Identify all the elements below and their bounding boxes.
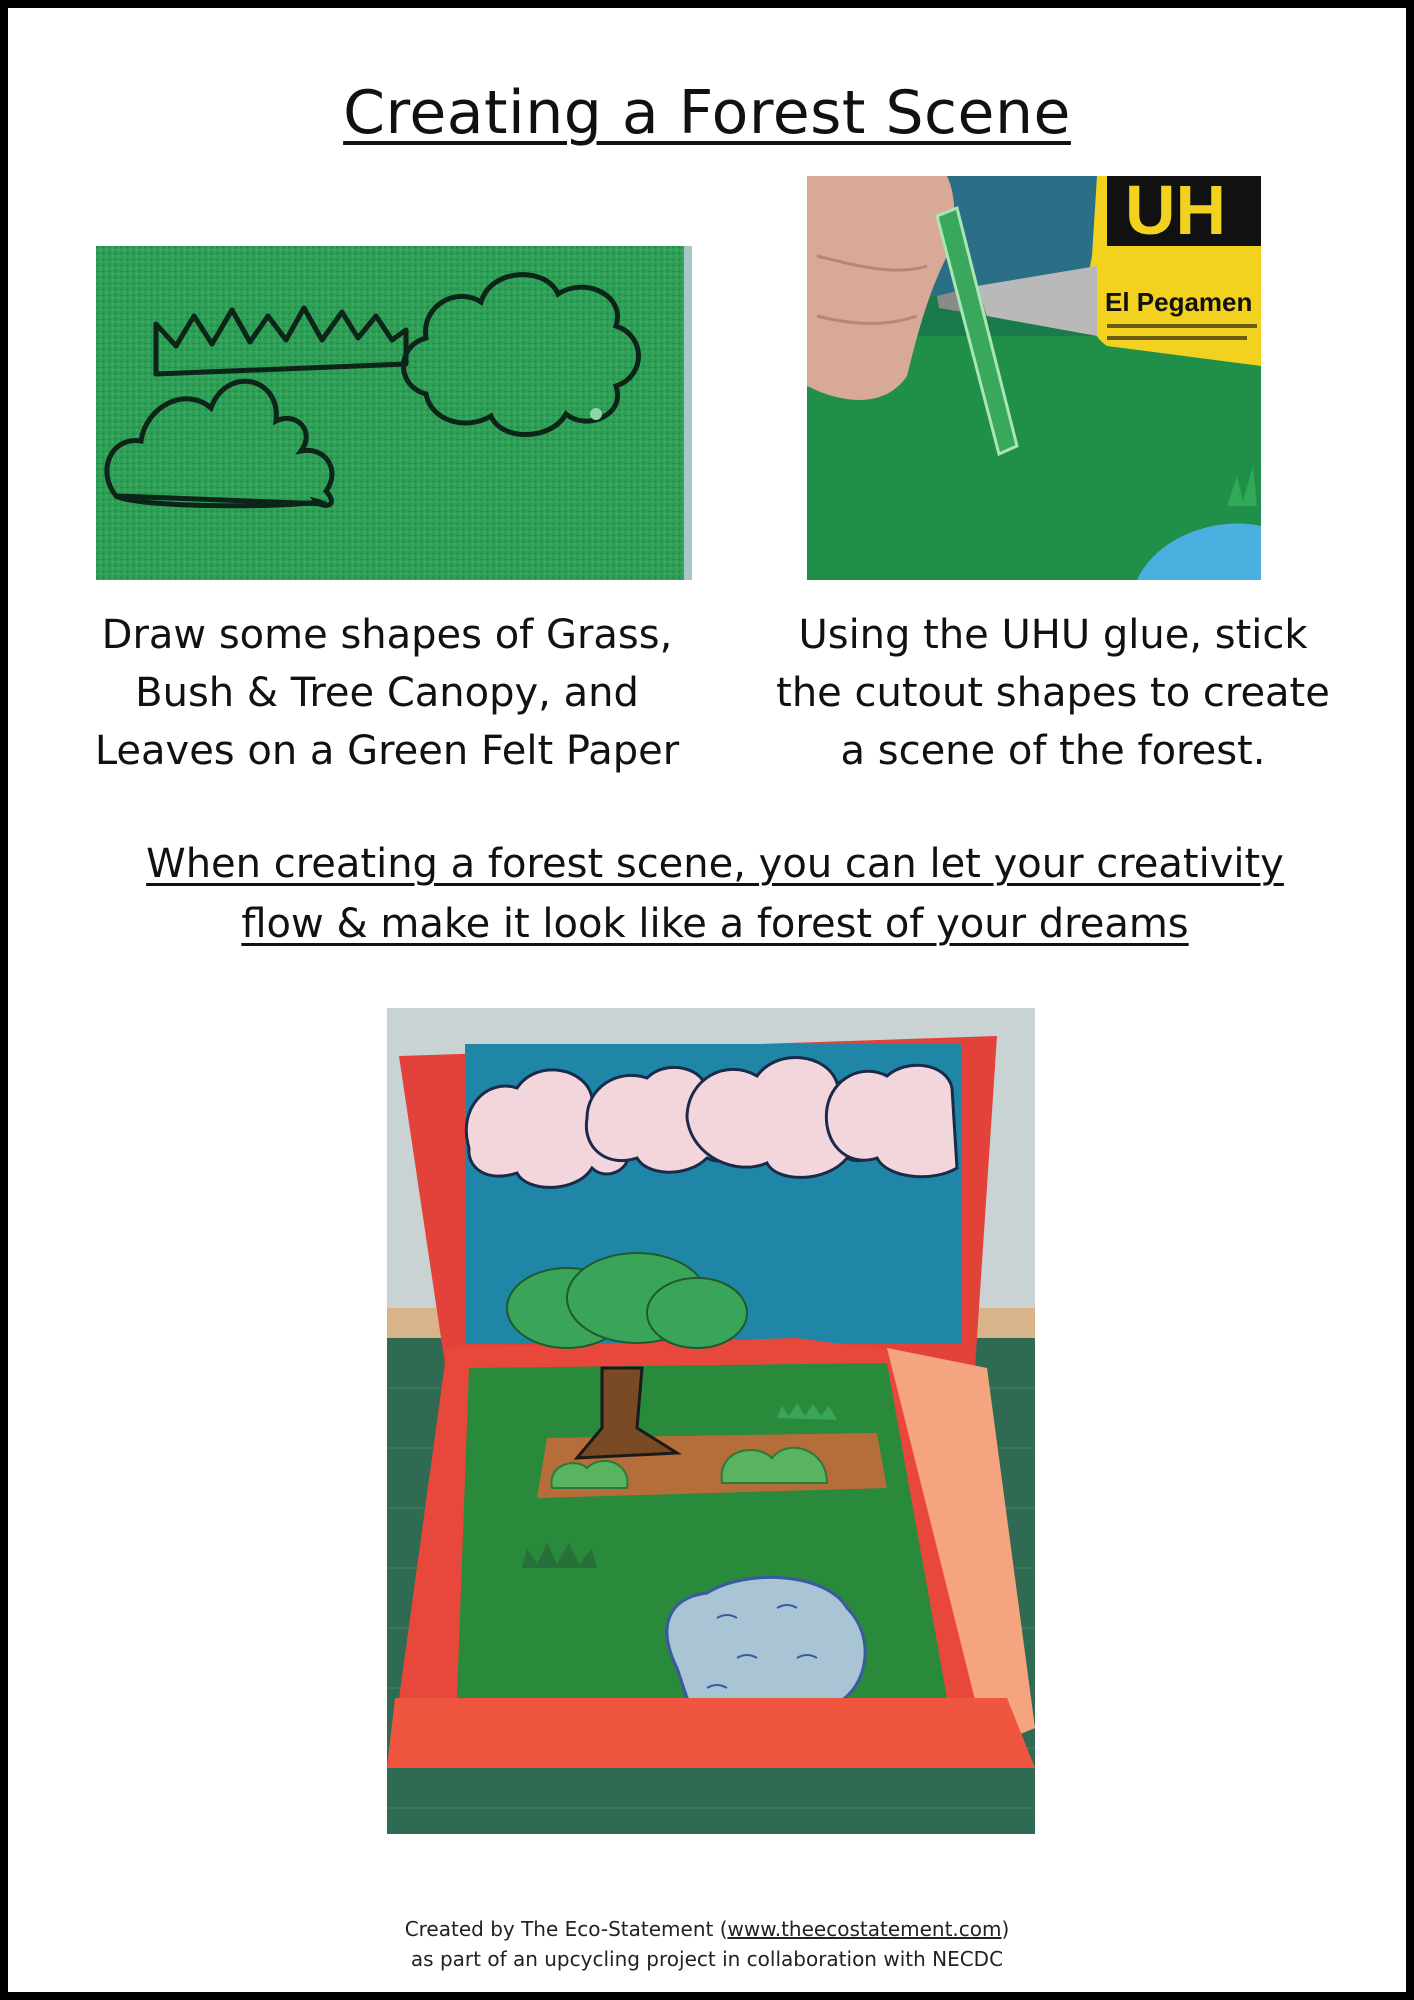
credits-line-2: as part of an upcycling project in collaboration with NECDC <box>410 1947 1004 1971</box>
tip-line: When creating a forest scene, you can let your creativity <box>146 841 1284 887</box>
caption-line: Leaves on a Green Felt Paper <box>94 728 680 774</box>
diorama-photo <box>387 1008 1035 1834</box>
step-2-caption <box>743 606 1363 780</box>
forest-diorama-in-box-icon <box>387 1008 1035 1834</box>
caption-line: Bush & Tree Canopy, and <box>135 670 639 716</box>
hand-applying-glue-icon <box>807 176 1261 580</box>
step-1-caption <box>70 606 704 780</box>
glue-brand-text: UH <box>1125 176 1227 249</box>
creativity-tip <box>98 834 1332 954</box>
glue-photo <box>807 176 1261 580</box>
website-link[interactable]: www.theecostatement.com <box>727 1917 1002 1941</box>
felt-sheet-with-drawn-shapes-icon <box>96 246 692 580</box>
credits-prefix: Created by The Eco-Statement ( <box>404 1917 728 1941</box>
credits-line-1 <box>8 1914 1406 1944</box>
credits-suffix: ) <box>1001 1917 1010 1941</box>
felt-sheet-photo <box>96 246 692 580</box>
glue-label-text: El Pegamen <box>1105 287 1253 317</box>
credits-footer <box>8 1914 1406 1974</box>
page-title: Creating a Forest Scene <box>343 78 1071 148</box>
caption-line: a scene of the forest. <box>840 728 1266 774</box>
tip-line: flow & make it look like a forest of your dreams <box>241 901 1189 947</box>
caption-line: Using the UHU glue, stick <box>798 612 1308 658</box>
caption-line: Draw some shapes of Grass, <box>101 612 673 658</box>
caption-line: the cutout shapes to create <box>776 670 1330 716</box>
